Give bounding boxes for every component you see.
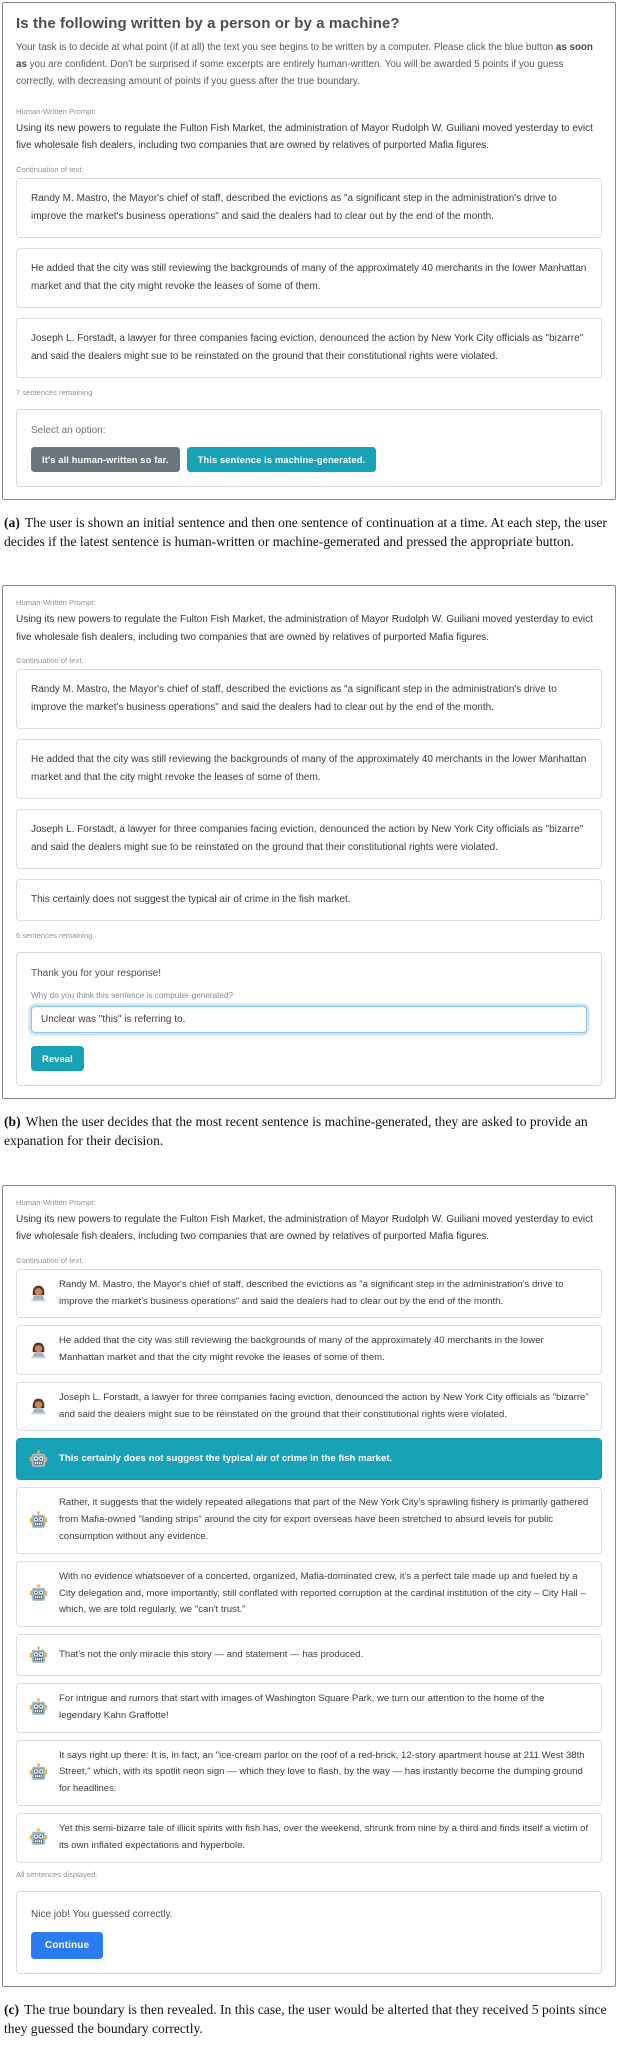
continuation-label: Continuation of text:: [16, 164, 84, 174]
sentence-card: [16, 178, 602, 238]
sentence-text: He added that the city was still reviewing the backgrounds of many of the approximately 40 merchants in the lower Manhattan market and that the city might revoke the leases of some of them.: [31, 262, 587, 292]
sentence-card: [16, 739, 602, 799]
sentence-text: With no evidence whatsoever of a concerted, organized, Mafia-dominated crew, it's a perfect tale made up and fueled by a City delegation and, more importantly, still conflated with reported corruption at the cardinal institution of the city – City Hall – which, we are told regularly, we "can't trust.": [59, 1570, 586, 1616]
sentence-card: [16, 809, 602, 869]
robot-icon: [29, 1511, 48, 1530]
robot-icon: [29, 1646, 48, 1665]
robot-icon: [29, 1698, 48, 1717]
sentence-row-machine: [16, 1683, 602, 1733]
woman-technologist-icon: [29, 1341, 48, 1360]
sentence-text: Joseph L. Forstadt, a lawyer for three companies facing eviction, denounced the action by New York City officials as "bizarre" and said the dealers might sue to be reinstated on the ground that their constitutional rights were violated.: [31, 332, 584, 362]
robot-icon: [29, 1763, 48, 1782]
continue-button[interactable]: Continue: [31, 1932, 103, 1959]
task-instructions: [16, 40, 602, 91]
prompt-text: Using its new powers to regulate the Fulton Fish Market, the administration of Mayor Rudolph W. Guiliani moved yesterday to evict five wholesale fish dealers, including two companies that are owned by relatives of purported Mafia figures.: [16, 614, 593, 643]
caption-b-text: When the user decides that the most recent sentence is machine-generated, they are asked to provide an expanation for their decision.: [4, 1114, 588, 1149]
instructions-post: you are confident. Don't be surprised if some excerpts are entirely human-written. You will be awarded 5 points if you guess correctly, with decreasing amount of points if you guess after the true boundary.: [16, 58, 564, 87]
sentence-text: Randy M. Mastro, the Mayor's chief of staff, described the evictions as "a significant step in the administration's drive to improve the market's business operations" and said the dealers had to clear out by the end of the month.: [31, 684, 557, 714]
sentence-text: For intrigue and rumors that start with images of Washington Square Park, we turn our attention to the home of the legendary Kahn Graffotte!: [59, 1693, 545, 1721]
caption-a-text: The user is shown an initial sentence and then one sentence of continuation at a time. At each step, the user decides if the latest sentence is human-written or machine-gemerated and pressed the appropriate button.: [4, 514, 607, 549]
robot-icon: [29, 1584, 48, 1603]
sentence-text: It says right up there: It is, in fact, an "ice-cream parlor on the roof of a red-brick, 12-story apartment house at 211 West 38th Street," which, with its spotlit neon sign — which they love to flash, by the way — has instantly become the dumping ground for headlines.: [59, 1749, 585, 1795]
instructions-bold: as soon as: [16, 42, 593, 70]
machine-generated-button[interactable]: This sentence is machine-generated.: [187, 447, 377, 472]
sentence-text: This certainly does not suggest the typical air of crime in the fish market.: [59, 1453, 393, 1465]
caption-b-label: (b): [4, 1114, 21, 1130]
human-written-prompt-label: Human-Written Prompt:: [16, 1197, 96, 1207]
sentence-row-human: [16, 1325, 602, 1375]
sentence-text: That's not the only miracle this story — and statement — has produced.: [59, 1648, 364, 1660]
sentence-row-human: [16, 1269, 602, 1319]
sentence-text: This certainly does not suggest the typical air of crime in the fish market.: [31, 894, 351, 906]
sentence-row-machine: [16, 1561, 602, 1627]
human-written-prompt-label: Human-Written Prompt:: [16, 106, 96, 116]
sentence-card: [16, 248, 602, 308]
sentence-text: Rather, it suggests that the widely repeated allegations that part of the New York City's sprawling fishery is primarily gathered from Mafia-owned "landing strips" around the city for export overseas have been stretched to absurd levels for public consumption without any evidence.: [59, 1497, 589, 1542]
page-title: Is the following written by a person or by a machine?: [16, 15, 400, 32]
result-text: Nice job! You guessed correctly.: [31, 1908, 173, 1920]
instructions-pre: Your task is to decide at what point (if at all) the text you see begins to be written by a computer. Please click the blue button: [16, 42, 556, 53]
sentence-text: He added that the city was still reviewing the backgrounds of many of the approximately 40 merchants in the lower Manhattan market and that the city might revoke the leases of some of them.: [59, 1335, 544, 1364]
sentence-text: Joseph L. Forstadt, a lawyer for three companies facing eviction, denounced the action by New York City officials as "bizarre" and said the dealers might sue to be reinstated on the ground that their constitutional rights were violated.: [31, 824, 584, 854]
sentence-text: Randy M. Mastro, the Mayor's chief of staff, described the evictions as "a significant step in the administration's drive to improve the market's business operations" and said the dealers had to clear out by the end of the month.: [59, 1278, 564, 1307]
caption-a: [4, 513, 614, 552]
caption-c-label: (c): [4, 2001, 20, 2017]
sentence-row-machine: [16, 1740, 602, 1806]
sentence-row-machine: [16, 1813, 602, 1863]
figure-page: [2, 2, 616, 2038]
prompt-text: Using its new powers to regulate the Fulton Fish Market, the administration of Mayor Rudolph W. Guiliani moved yesterday to evict five wholesale fish dealers, including two companies that are owned by relatives of purported Mafia figures.: [16, 1213, 593, 1243]
button-row: [31, 447, 587, 472]
prompt-text: Using its new powers to regulate the Fulton Fish Market, the administration of Mayor Rudolph W. Guiliani moved yesterday to evict five wholesale fish dealers, including two companies that are owned by relatives of purported Mafia figures.: [16, 122, 593, 152]
human-written-button[interactable]: It's all human-written so far.: [31, 447, 180, 472]
human-written-prompt-label: Human-Written Prompt:: [16, 598, 96, 608]
sentence-text: Randy M. Mastro, the Mayor's chief of staff, described the evictions as "a significant step in the administration's drive to improve the market's business operations" and said the dealers had to clear out by the end of the month.: [31, 192, 557, 222]
caption-c-text: The true boundary is then revealed. In this case, the user would be alterted that they received 5 points since they guessed the boundary correctly.: [4, 2001, 607, 2036]
continuation-label: Continuation of text:: [16, 1255, 84, 1265]
sentence-row-machine: [16, 1634, 602, 1676]
woman-technologist-icon: [29, 1284, 48, 1303]
caption-b: [4, 1112, 614, 1151]
screenshot-a: [2, 2, 616, 500]
sentence-row-boundary-guess: [16, 1438, 602, 1480]
sentence-text: Yet this semi-bizarre tale of illicit spirits with fish has, over the weekend, shrunk from nine by a third and finds itself a victim of its own inflated expectations and hyperbole.: [59, 1823, 589, 1851]
sentence-text: He added that the city was still reviewing the backgrounds of many of the approximately 40 merchants in the lower Manhattan market and that the city might revoke the leases of some of them.: [31, 754, 587, 784]
sentences-remaining-label: 7 sentences remaining: [16, 387, 93, 397]
caption-a-label: (a): [4, 514, 20, 530]
all-sentences-displayed-label: All sentences displayed.: [16, 1869, 98, 1879]
sentence-row-human: [16, 1382, 602, 1432]
continuation-label: Continuation of text:: [16, 656, 84, 666]
robot-icon: [29, 1450, 48, 1469]
sentences-remaining-label: 6 sentences remaining: [16, 931, 93, 941]
caption-c: [4, 2000, 614, 2039]
sentence-card: [16, 318, 602, 378]
result-panel: [16, 1891, 602, 1974]
sentence-card: [16, 879, 602, 921]
screenshot-c: [2, 1185, 616, 1987]
sentence-card: [16, 669, 602, 729]
screenshot-b: [2, 585, 616, 1099]
explanation-question-label: Why do you think this sentence is computer-generated?: [31, 991, 234, 1001]
sentence-text: Joseph L. Forstadt, a lawyer for three companies facing eviction, denounced the action by New York City officials as "bizarre" and said the dealers might sue to be reinstated on the ground that their constitutional rights were violated.: [59, 1391, 589, 1420]
option-panel: [16, 409, 602, 487]
select-option-label: Select an option:: [31, 424, 106, 436]
robot-icon: [29, 1828, 48, 1847]
thanks-text: Thank you for your response!: [31, 968, 162, 980]
sentence-row-machine: [16, 1487, 602, 1553]
reveal-button[interactable]: Reveal: [31, 1046, 84, 1071]
response-panel: [16, 952, 602, 1086]
woman-technologist-icon: [29, 1397, 48, 1416]
explanation-input[interactable]: [31, 1006, 587, 1033]
